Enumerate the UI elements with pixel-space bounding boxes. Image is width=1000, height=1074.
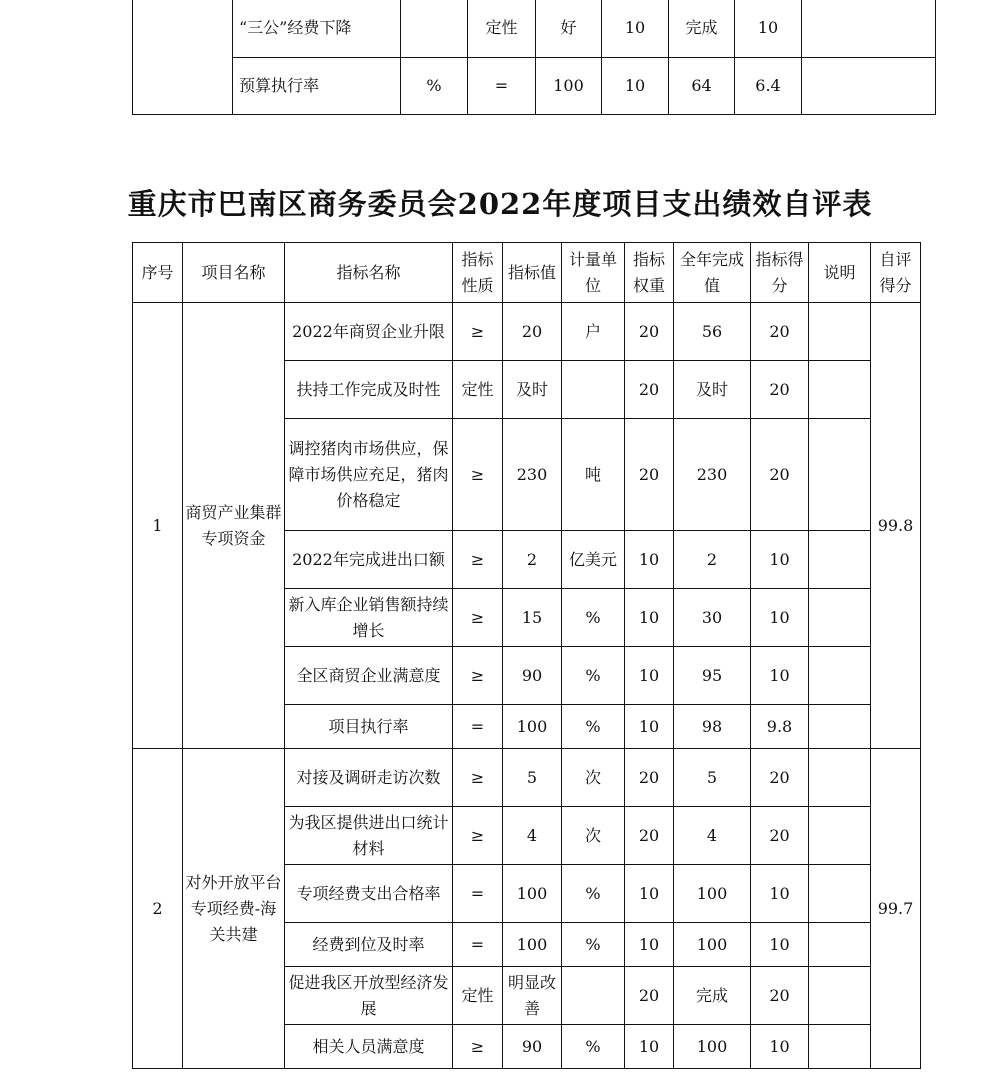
nature-cell: = xyxy=(453,865,503,923)
empty-cell xyxy=(133,0,233,114)
indicator-name-cell: 项目执行率 xyxy=(285,705,453,749)
table-row xyxy=(133,0,936,57)
target-cell: 20 xyxy=(503,303,562,361)
target-cell: 4 xyxy=(503,807,562,865)
unit-cell: 次 xyxy=(562,749,625,807)
actual-cell: 100 xyxy=(674,923,751,967)
weight-cell: 20 xyxy=(625,419,674,531)
weight-cell: 10 xyxy=(625,589,674,647)
score-cell: 20 xyxy=(751,807,809,865)
table-row xyxy=(133,749,921,807)
note-cell xyxy=(802,57,936,114)
target-cell: 明显改善 xyxy=(503,967,562,1025)
actual-cell: 64 xyxy=(669,57,735,114)
score-cell: 10 xyxy=(751,647,809,705)
header-weight: 指标权重 xyxy=(625,243,674,303)
note-cell xyxy=(809,923,871,967)
note-cell xyxy=(809,419,871,531)
score-cell: 10 xyxy=(735,0,802,57)
target-cell: 90 xyxy=(503,647,562,705)
indicator-name-cell: 新入库企业销售额持续增长 xyxy=(285,589,453,647)
nature-cell: ≥ xyxy=(453,647,503,705)
table-row xyxy=(133,57,936,114)
weight-cell: 20 xyxy=(625,749,674,807)
score-cell: 10 xyxy=(751,865,809,923)
weight-cell: 10 xyxy=(625,647,674,705)
nature-cell: ≥ xyxy=(453,419,503,531)
note-cell xyxy=(809,303,871,361)
note-cell xyxy=(809,531,871,589)
target-cell: 2 xyxy=(503,531,562,589)
note-cell xyxy=(809,705,871,749)
score-cell: 10 xyxy=(751,589,809,647)
header-project: 项目名称 xyxy=(183,243,285,303)
actual-cell: 30 xyxy=(674,589,751,647)
indicator-name-cell: 经费到位及时率 xyxy=(285,923,453,967)
weight-cell: 20 xyxy=(625,967,674,1025)
header-row xyxy=(133,243,921,303)
self-score-cell: 99.8 xyxy=(871,303,921,749)
unit-cell xyxy=(562,967,625,1025)
unit-cell: % xyxy=(562,1025,625,1069)
indicator-name-cell: 扶持工作完成及时性 xyxy=(285,361,453,419)
header-indicator: 指标名称 xyxy=(285,243,453,303)
target-cell: 100 xyxy=(503,705,562,749)
score-cell: 9.8 xyxy=(751,705,809,749)
actual-cell: 230 xyxy=(674,419,751,531)
actual-cell: 100 xyxy=(674,1025,751,1069)
target-cell: 好 xyxy=(536,0,602,57)
target-cell: 及时 xyxy=(503,361,562,419)
nature-cell: ≥ xyxy=(453,749,503,807)
weight-cell: 10 xyxy=(625,865,674,923)
nature-cell: 定性 xyxy=(453,361,503,419)
unit-cell: 亿美元 xyxy=(562,531,625,589)
weight-cell: 20 xyxy=(625,361,674,419)
indicator-name-cell: 专项经费支出合格率 xyxy=(285,865,453,923)
score-cell: 20 xyxy=(751,419,809,531)
indicator-name-cell: “三公”经费下降 xyxy=(233,0,401,57)
unit-cell: % xyxy=(401,57,468,114)
actual-cell: 98 xyxy=(674,705,751,749)
nature-cell: 定性 xyxy=(468,0,536,57)
project-name-cell: 对外开放平台专项经费-海关共建 xyxy=(183,749,285,1069)
page-title: 重庆市巴南区商务委员会2022年度项目支出绩效自评表 xyxy=(127,187,873,221)
actual-cell: 及时 xyxy=(674,361,751,419)
nature-cell: ≥ xyxy=(453,303,503,361)
unit-cell xyxy=(401,0,468,57)
header-actual: 全年完成值 xyxy=(674,243,751,303)
header-unit: 计量单位 xyxy=(562,243,625,303)
nature-cell: = xyxy=(468,57,536,114)
note-cell xyxy=(809,865,871,923)
indicator-name-cell: 2022年完成进出口额 xyxy=(285,531,453,589)
actual-cell: 完成 xyxy=(669,0,735,57)
table-row xyxy=(133,303,921,361)
header-note: 说明 xyxy=(809,243,871,303)
note-cell xyxy=(809,1025,871,1069)
score-cell: 20 xyxy=(751,967,809,1025)
note-cell xyxy=(809,589,871,647)
header-score: 指标得分 xyxy=(751,243,809,303)
target-cell: 100 xyxy=(503,865,562,923)
unit-cell: % xyxy=(562,705,625,749)
unit-cell: % xyxy=(562,923,625,967)
weight-cell: 10 xyxy=(602,0,669,57)
indicator-name-cell: 对接及调研走访次数 xyxy=(285,749,453,807)
target-cell: 90 xyxy=(503,1025,562,1069)
note-cell xyxy=(809,361,871,419)
note-cell xyxy=(802,0,936,57)
header-self-score: 自评得分 xyxy=(871,243,921,303)
header-nature: 指标性质 xyxy=(453,243,503,303)
weight-cell: 20 xyxy=(625,303,674,361)
performance-table xyxy=(132,242,921,1069)
unit-cell: % xyxy=(562,589,625,647)
weight-cell: 10 xyxy=(602,57,669,114)
actual-cell: 56 xyxy=(674,303,751,361)
indicator-name-cell: 2022年商贸企业升限 xyxy=(285,303,453,361)
nature-cell: = xyxy=(453,705,503,749)
note-cell xyxy=(809,807,871,865)
actual-cell: 完成 xyxy=(674,967,751,1025)
actual-cell: 2 xyxy=(674,531,751,589)
unit-cell: 吨 xyxy=(562,419,625,531)
score-cell: 20 xyxy=(751,303,809,361)
seq-cell: 2 xyxy=(133,749,183,1069)
weight-cell: 10 xyxy=(625,705,674,749)
score-cell: 10 xyxy=(751,1025,809,1069)
note-cell xyxy=(809,967,871,1025)
score-cell: 20 xyxy=(751,361,809,419)
indicator-name-cell: 全区商贸企业满意度 xyxy=(285,647,453,705)
unit-cell: 次 xyxy=(562,807,625,865)
indicator-name-cell: 调控猪肉市场供应，保障市场供应充足，猪肉价格稳定 xyxy=(285,419,453,531)
weight-cell: 10 xyxy=(625,531,674,589)
nature-cell: ≥ xyxy=(453,1025,503,1069)
header-target: 指标值 xyxy=(503,243,562,303)
previous-table-fragment xyxy=(132,0,936,115)
unit-cell: 户 xyxy=(562,303,625,361)
nature-cell: ≥ xyxy=(453,531,503,589)
indicator-name-cell: 预算执行率 xyxy=(233,57,401,114)
target-cell: 5 xyxy=(503,749,562,807)
actual-cell: 95 xyxy=(674,647,751,705)
indicator-name-cell: 促进我区开放型经济发展 xyxy=(285,967,453,1025)
nature-cell: ≥ xyxy=(453,589,503,647)
actual-cell: 5 xyxy=(674,749,751,807)
seq-cell: 1 xyxy=(133,303,183,749)
indicator-name-cell: 为我区提供进出口统计材料 xyxy=(285,807,453,865)
unit-cell xyxy=(562,361,625,419)
note-cell xyxy=(809,647,871,705)
header-seq: 序号 xyxy=(133,243,183,303)
target-cell: 100 xyxy=(536,57,602,114)
actual-cell: 100 xyxy=(674,865,751,923)
weight-cell: 20 xyxy=(625,807,674,865)
note-cell xyxy=(809,749,871,807)
project-name-cell: 商贸产业集群专项资金 xyxy=(183,303,285,749)
weight-cell: 10 xyxy=(625,1025,674,1069)
self-score-cell: 99.7 xyxy=(871,749,921,1069)
score-cell: 20 xyxy=(751,749,809,807)
nature-cell: 定性 xyxy=(453,967,503,1025)
nature-cell: = xyxy=(453,923,503,967)
target-cell: 15 xyxy=(503,589,562,647)
score-cell: 10 xyxy=(751,923,809,967)
target-cell: 230 xyxy=(503,419,562,531)
unit-cell: % xyxy=(562,865,625,923)
unit-cell: % xyxy=(562,647,625,705)
score-cell: 10 xyxy=(751,531,809,589)
target-cell: 100 xyxy=(503,923,562,967)
score-cell: 6.4 xyxy=(735,57,802,114)
actual-cell: 4 xyxy=(674,807,751,865)
nature-cell: ≥ xyxy=(453,807,503,865)
indicator-name-cell: 相关人员满意度 xyxy=(285,1025,453,1069)
weight-cell: 10 xyxy=(625,923,674,967)
